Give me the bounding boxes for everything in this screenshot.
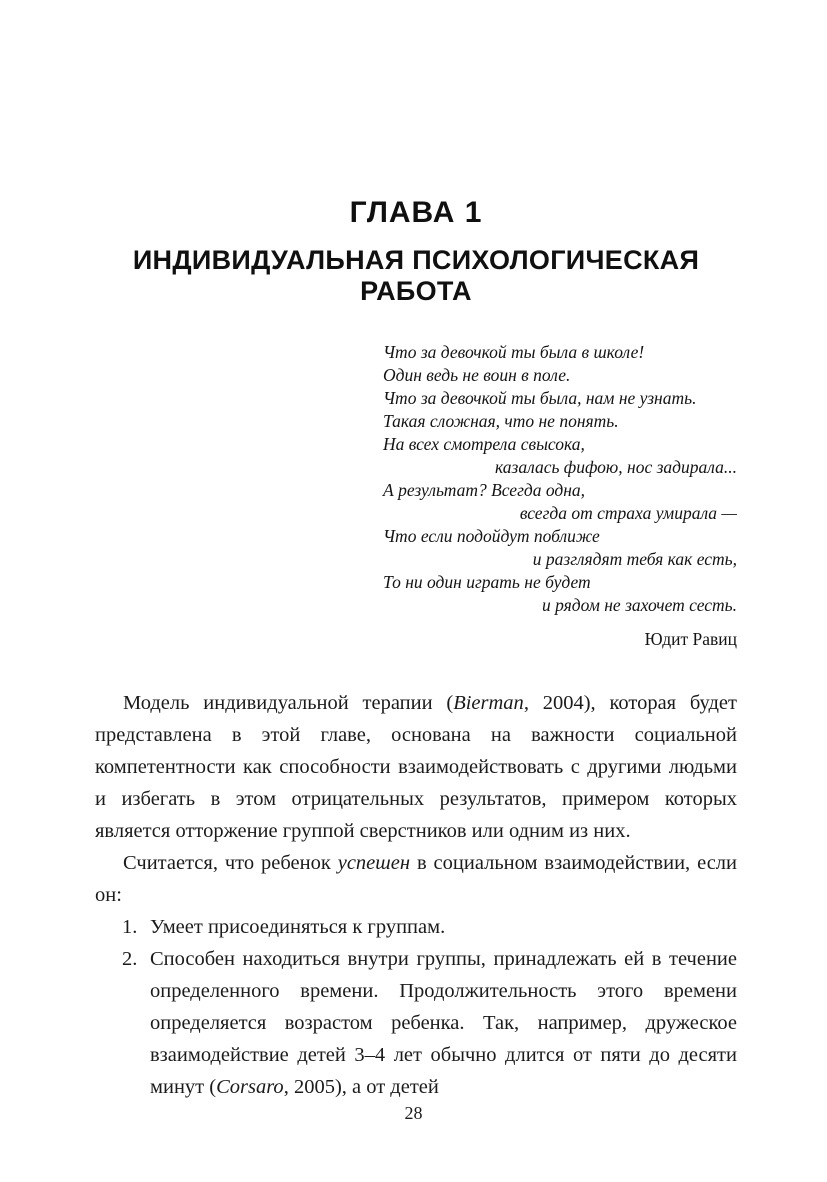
epigraph-line: На всех смотрела свысока, (383, 434, 585, 454)
text-run: Считается, что ребенок (123, 852, 338, 874)
list-item-1 (95, 911, 737, 943)
text-run-italic: Bierman (453, 692, 524, 714)
chapter-heading (95, 0, 737, 307)
epigraph-line: Что если подойдут поближе (383, 526, 600, 546)
text-run: Способен находиться внутри группы, принадлежать ей в течение определенного времени. Продолжительность этого времени определяется возрастом ребенка. Так, например, дружеское взаимодействие детей 3–4 лет обычно длится от пяти до десяти минут ( (150, 948, 737, 1098)
numbered-list (95, 911, 737, 1103)
epigraph-line: А результат? Всегда одна, (383, 480, 586, 500)
list-number: 2. (122, 948, 138, 970)
body-text (95, 687, 737, 1103)
text-run: Модель индивидуальной терапии ( (123, 692, 454, 714)
epigraph-line: Один ведь не воин в поле. (383, 365, 571, 385)
epigraph-line: и разглядят тебя как есть, (532, 549, 737, 569)
list-number: 1. (122, 916, 138, 938)
epigraph-attribution: Юдит Равиц (644, 629, 737, 649)
chapter-number: ГЛАВА 1 (349, 196, 483, 229)
text-run: , 2005), а от детей (283, 1076, 439, 1098)
epigraph-line: Такая сложная, что не понять. (383, 411, 619, 431)
epigraph-line: и рядом не захочет сесть. (541, 595, 737, 615)
epigraph-line: всегда от страха умирала — (519, 503, 737, 523)
text-run: , 2004), которая будет представлена в этой главе, основана на важности социальной компетентности как способности взаимодействовать с другими людьми и избегать в этом отрицательных результатов, примером которых является отторжение группой сверстников или одним из них. (95, 692, 737, 842)
text-run-italic: Corsaro (216, 1076, 284, 1098)
epigraph (383, 341, 737, 651)
page-number: 28 (404, 1103, 423, 1123)
text-run-italic: успешен (337, 852, 411, 874)
paragraph-model-of-therapy (95, 687, 737, 847)
list-item-2 (95, 943, 737, 1103)
chapter-title: ИНДИВИДУАЛЬНАЯ ПСИХОЛОГИЧЕСКАЯ РАБОТА (132, 245, 700, 306)
epigraph-line: То ни один играть не будет (383, 572, 591, 592)
text-run: в социальном взаимодействии, если он: (95, 852, 737, 906)
text-run: Умеет присоединяться к группам. (150, 916, 446, 938)
epigraph-line: казалась фифою, нос задирала... (495, 457, 737, 477)
epigraph-line: Что за девочкой ты была в школе! (383, 342, 645, 362)
epigraph-line: Что за девочкой ты была, нам не узнать. (383, 388, 697, 408)
paragraph-child-success (95, 847, 737, 911)
